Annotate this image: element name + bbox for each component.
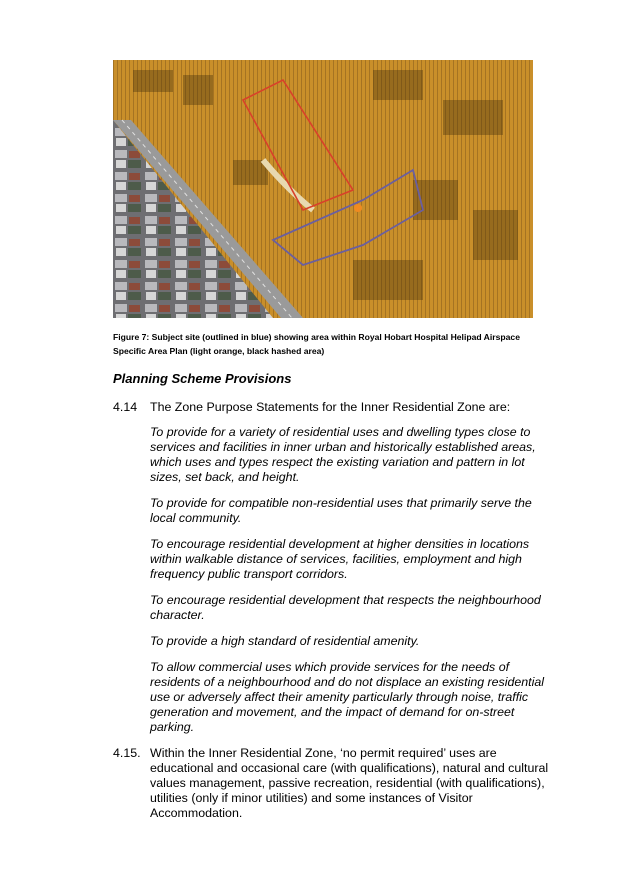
- paragraph-text: The Zone Purpose Statements for the Inner Residential Zone are:: [150, 400, 511, 414]
- purpose-statement-1: To provide for a variety of residential uses and dwelling types close to services and facilities in inner urban and historically established areas, which uses and types respect the existing variation and pattern in lot sizes, set back, and height.: [150, 425, 536, 484]
- aerial-map-image: [113, 60, 533, 318]
- figure-caption: Figure 7: Subject site (outlined in blue) showing area within Royal Hobart Hospital Helipad Airspace Specific Area Plan (light orange, black hashed area): [113, 332, 520, 356]
- aerial-map-figure: [113, 60, 533, 318]
- paragraph-text: Within the Inner Residential Zone, ‘no permit required’ uses are educational and occasional care (with qualifications), natural and cultural values management, passive recreation, residential (with qualifications), utilities (only if minor utilities) and some instances of Visitor Accommodation.: [150, 746, 549, 820]
- paragraph-number: 4.14: [113, 400, 138, 414]
- purpose-statement-5: To provide a high standard of residential amenity.: [150, 634, 420, 648]
- purpose-statement-6: To allow commercial uses which provide services for the needs of residents of a neighbourhood and do not displace an existing residential use or adversely affect their amenity particularly through noise, traffic generation and movement, and the impact of demand for on-street parking.: [150, 660, 545, 734]
- paragraph-number: 4.15.: [113, 746, 141, 760]
- purpose-statement-2: To provide for compatible non-residential uses that primarily serve the local community.: [150, 496, 532, 525]
- purpose-statement-4: To encourage residential development that respects the neighbourhood character.: [150, 593, 541, 622]
- section-heading: Planning Scheme Provisions: [113, 371, 292, 386]
- purpose-statement-3: To encourage residential development at higher densities in locations within walkable distance of services, facilities, employment and high frequency public transport corridors.: [150, 537, 530, 581]
